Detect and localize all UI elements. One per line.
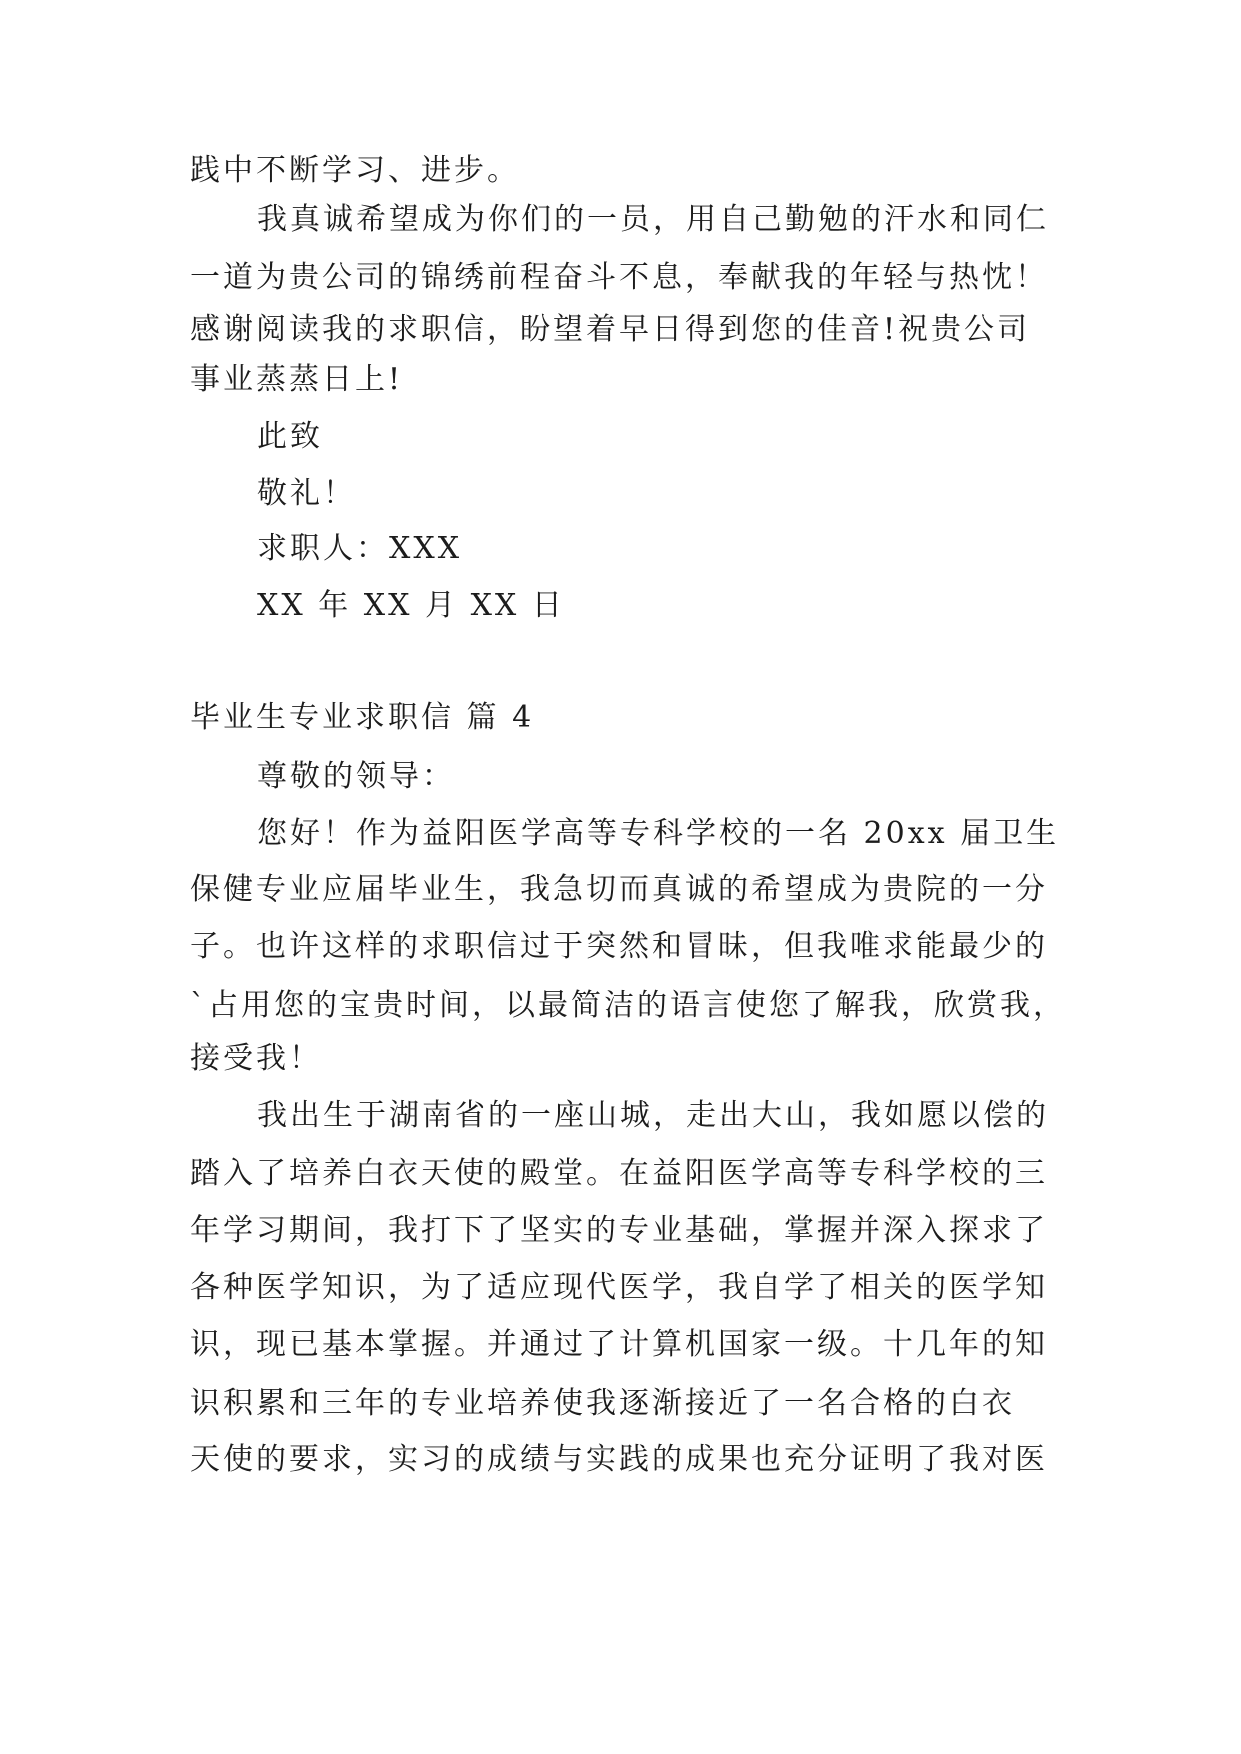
closing-regards: 敬礼！ [257,476,356,511]
paragraph-line: 子。也许这样的求职信过于突然和冒昧，但我唯求能最少的 [190,929,1048,964]
section-heading: 毕业生专业求职信 篇 4 [190,700,535,735]
paragraph-line: 踏入了培养白衣天使的殿堂。在益阳医学高等专科学校的三 [190,1156,1048,1191]
paragraph-line: 事业蒸蒸日上! [190,362,404,397]
paragraph-line: 保健专业应届毕业生，我急切而真诚的希望成为贵院的一分 [190,872,1048,907]
paragraph-line: 您好！作为益阳医学高等专科学校的一名 20xx 届卫生 [257,816,1060,851]
signature-date: XX 年 XX 月 XX 日 [257,588,565,623]
paragraph-line: 我真诚希望成为你们的一员，用自己勤勉的汗水和同仁 [257,202,1049,237]
paragraph-line: 我出生于湖南省的一座山城，走出大山，我如愿以偿的 [257,1098,1049,1133]
paragraph-line: 接受我！ [190,1041,322,1076]
paragraph-line: 感谢阅读我的求职信，盼望着早日得到您的佳音!祝贵公司 [190,312,1031,347]
paragraph-line: 各种医学知识，为了适应现代医学，我自学了相关的医学知 [190,1270,1048,1305]
signature-applicant: 求职人：XXX [257,531,463,566]
paragraph-line: 年学习期间，我打下了坚实的专业基础，掌握并深入探求了 [190,1213,1048,1248]
paragraph-line: 天使的要求，实习的成绩与实践的成果也充分证明了我对医 [190,1442,1048,1477]
paragraph-line: 一道为贵公司的锦绣前程奋斗不息，奉献我的年轻与热忱！ [190,260,1048,295]
closing-salutation: 此致 [257,419,323,454]
greeting-line: 尊敬的领导： [257,759,455,794]
paragraph-line: 践中不断学习、进步。 [190,153,520,188]
paragraph-line: 识积累和三年的专业培养使我逐渐接近了一名合格的白衣 [190,1386,1015,1421]
paragraph-line: 识，现已基本掌握。并通过了计算机国家一级。十几年的知 [190,1327,1048,1362]
paragraph-line: `占用您的宝贵时间，以最简洁的语言使您了解我，欣赏我， [190,988,1066,1023]
